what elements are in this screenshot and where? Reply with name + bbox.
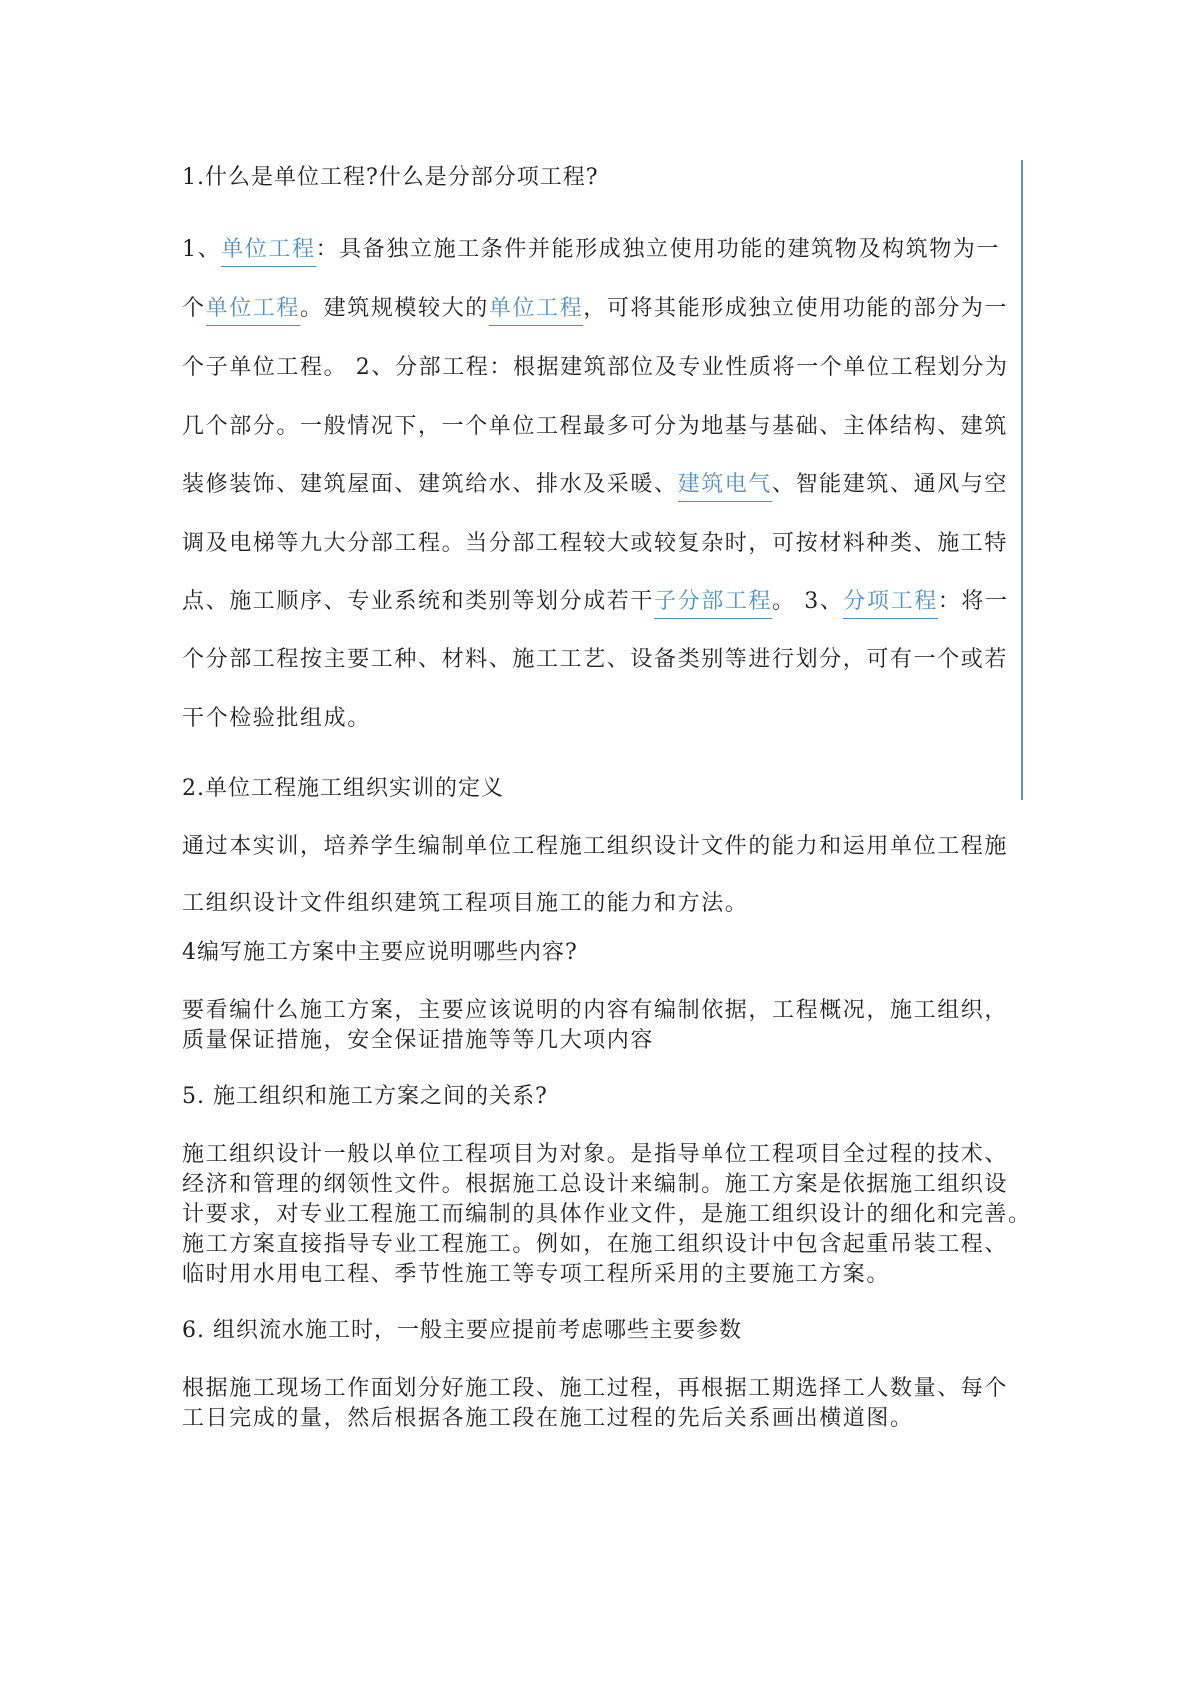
- text-span: ：将一: [937, 589, 1009, 614]
- answer-1-line-3: 个子单位工程。 2、分部工程：根据建筑部位及专业性质将一个单位工程划分为: [182, 355, 1009, 380]
- answer-5-line-5: 临时用水用电工程、季节性施工等专项工程所采用的主要施工方案。: [182, 1262, 891, 1287]
- link-building-electrical[interactable]: 建筑电气: [678, 472, 772, 502]
- answer-1-line-2: [182, 291, 1008, 322]
- answer-1-line-8: 个分部工程按主要工种、材料、施工工艺、设备类别等进行划分，可有一个或若: [182, 647, 1009, 672]
- link-unit-project[interactable]: 单位工程: [221, 237, 315, 267]
- answer-2-line-1: 通过本实训，培养学生编制单位工程施工组织设计文件的能力和运用单位工程施: [182, 834, 1009, 859]
- answer-2-line-2: 工组织设计文件组织建筑工程项目施工的能力和方法。: [182, 891, 749, 916]
- link-unit-project[interactable]: 单位工程: [489, 296, 583, 326]
- link-sub-item-project[interactable]: 分项工程: [843, 589, 937, 619]
- answer-4-line-2: 质量保证措施，安全保证措施等等几大项内容: [182, 1028, 655, 1053]
- link-unit-project[interactable]: 单位工程: [206, 296, 300, 326]
- text-span: 点、施工顺序、专业系统和类别等划分成若干: [182, 589, 655, 614]
- text-span: 。建筑规模较大的: [300, 296, 489, 321]
- answer-1-line-1: [182, 232, 1000, 263]
- answer-1-line-4: 几个部分。一般情况下，一个单位工程最多可分为地基与基础、主体结构、建筑: [182, 414, 1009, 439]
- question-6: 6. 组织流水施工时，一般主要应提前考虑哪些主要参数: [182, 1318, 742, 1343]
- question-2: 2.单位工程施工组织实训的定义: [182, 776, 504, 801]
- question-5: 5. 施工组织和施工方案之间的关系?: [182, 1084, 548, 1109]
- answer-1-line-5: [182, 467, 1008, 498]
- answer-1-line-6: 调及电梯等九大分部工程。当分部工程较大或较复杂时，可按材料种类、施工特: [182, 531, 1009, 556]
- text-span: 1、: [182, 237, 222, 262]
- answer-4-line-1: 要看编什么施工方案，主要应该说明的内容有编制依据，工程概况，施工组织，: [182, 998, 1009, 1023]
- answer-1-line-7: [182, 584, 1009, 615]
- revision-bar: [1021, 160, 1023, 800]
- answer-6-line-2: 工日完成的量，然后根据各施工段在施工过程的先后关系画出横道图。: [182, 1406, 914, 1431]
- answer-5-line-2: 经济和管理的纲领性文件。根据施工总设计来编制。施工方案是依据施工组织设: [182, 1172, 1009, 1197]
- answer-6-line-1: 根据施工现场工作面划分好施工段、施工过程，再根据工期选择工人数量、每个: [182, 1376, 1009, 1401]
- text-span: ，可将其能形成独立使用功能的部分为一: [583, 296, 1009, 321]
- text-span: 个: [182, 296, 206, 321]
- text-span: 装修装饰、建筑屋面、建筑给水、排水及采暖、: [182, 472, 678, 497]
- answer-5-line-4: 施工方案直接指导专业工程施工。例如，在施工组织设计中包含起重吊装工程、: [182, 1232, 1009, 1257]
- question-4: 4编写施工方案中主要应说明哪些内容?: [182, 940, 578, 965]
- answer-5-line-1: 施工组织设计一般以单位工程项目为对象。是指导单位工程项目全过程的技术、: [182, 1142, 1009, 1167]
- answer-5-line-3: 计要求，对专业工程施工而编制的具体作业文件，是施工组织设计的细化和完善。: [182, 1202, 1032, 1227]
- text-span: 。 3、: [772, 589, 844, 614]
- question-1: 1.什么是单位工程?什么是分部分项工程?: [182, 165, 599, 190]
- text-span: 、智能建筑、通风与空: [772, 472, 1009, 497]
- link-sub-division-project[interactable]: 子分部工程: [654, 589, 772, 619]
- text-span: ：具备独立施工条件并能形成独立使用功能的建筑物及构筑物为一: [315, 237, 1001, 262]
- answer-1-line-9: 干个检验批组成。: [182, 706, 371, 731]
